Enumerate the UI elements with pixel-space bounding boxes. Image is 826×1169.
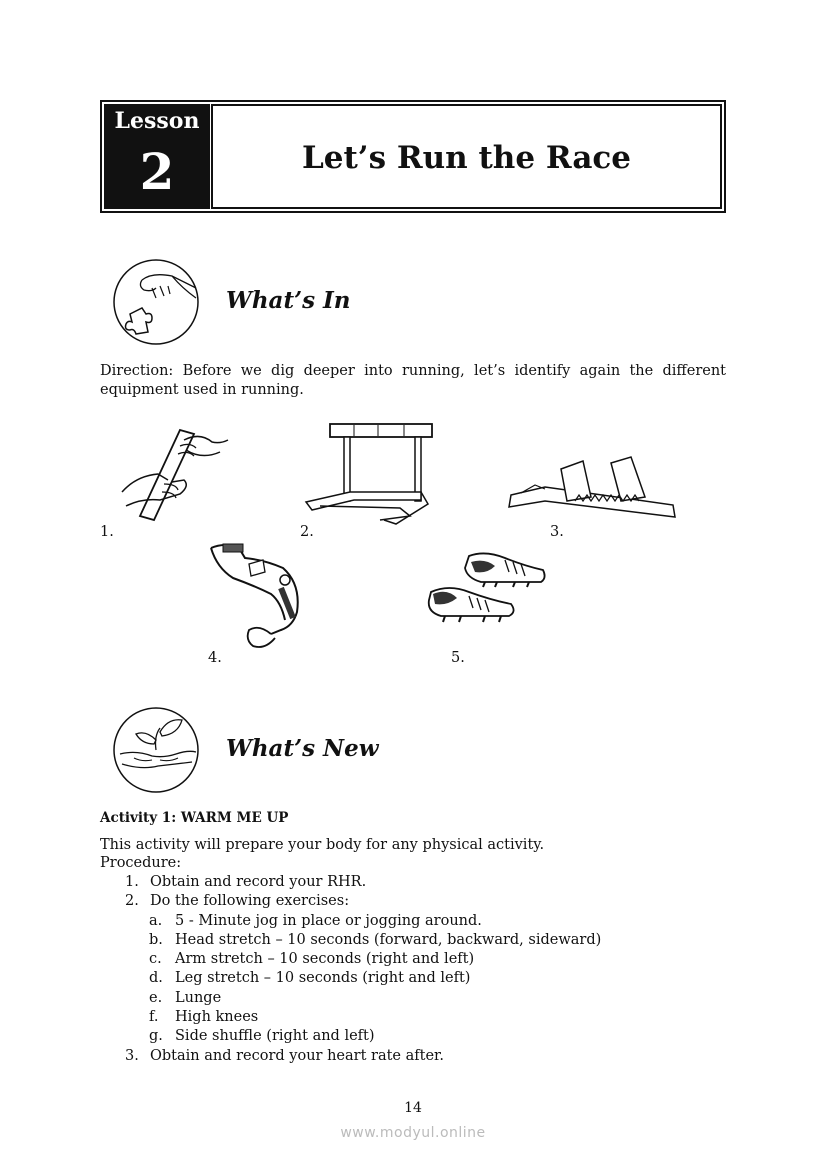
- direction-line-2: equipment used in running.: [100, 382, 304, 398]
- list-item: f. High knees: [149, 1009, 259, 1026]
- page-number: 14: [404, 1100, 422, 1116]
- equipment-label-4: 4.: [208, 650, 222, 666]
- whats-in-title: What’s In: [226, 287, 351, 314]
- equipment-label-3: 3.: [550, 524, 564, 540]
- hurdle-icon: [300, 420, 445, 530]
- starting-block-icon: [505, 455, 680, 525]
- lesson-word: Lesson: [114, 108, 200, 134]
- relay-baton-icon: [120, 420, 235, 525]
- hand-puzzle-piece-icon: [112, 258, 200, 346]
- spike-shoes-icon: [425, 548, 550, 640]
- lesson-number: 2: [139, 142, 175, 201]
- list-item: c. Arm stretch – 10 seconds (right and left): [149, 951, 475, 968]
- whats-new-title: What’s New: [226, 735, 379, 762]
- list-item: e. Lunge: [149, 989, 222, 1006]
- activity-intro: This activity will prepare your body for any physical activity.: [100, 837, 545, 853]
- lesson-badge: [104, 104, 210, 209]
- list-item: g. Side shuffle (right and left): [149, 1028, 375, 1045]
- list-item: d. Leg stretch – 10 seconds (right and left): [149, 970, 471, 987]
- watermark-url: www.modyul.online: [340, 1125, 486, 1141]
- list-item: b. Head stretch – 10 seconds (forward, backward, sideward): [149, 931, 602, 948]
- list-item: 1. Obtain and record your RHR.: [125, 874, 367, 890]
- hands-seedling-icon: [112, 706, 200, 794]
- list-item: 3. Obtain and record your heart rate after.: [125, 1047, 444, 1064]
- lesson-title-box: [211, 104, 722, 209]
- equipment-label-1: 1.: [100, 524, 114, 540]
- procedure-list: [125, 873, 601, 1066]
- stopwatch-icon: [205, 538, 305, 650]
- equipment-label-2: 2.: [300, 524, 314, 540]
- activity-title: Activity 1: WARM ME UP: [100, 810, 289, 826]
- list-item: 2. Do the following exercises:: [125, 893, 350, 910]
- exercise-list: [125, 912, 601, 1047]
- equipment-label-5: 5.: [451, 650, 465, 666]
- lesson-title: Let’s Run the Race: [301, 140, 632, 176]
- direction-line-1: Direction: Before we dig deeper into running, let’s identify again the different: [100, 363, 726, 379]
- list-item: a. 5 - Minute jog in place or jogging around.: [149, 912, 482, 929]
- procedure-label: Procedure:: [100, 855, 182, 871]
